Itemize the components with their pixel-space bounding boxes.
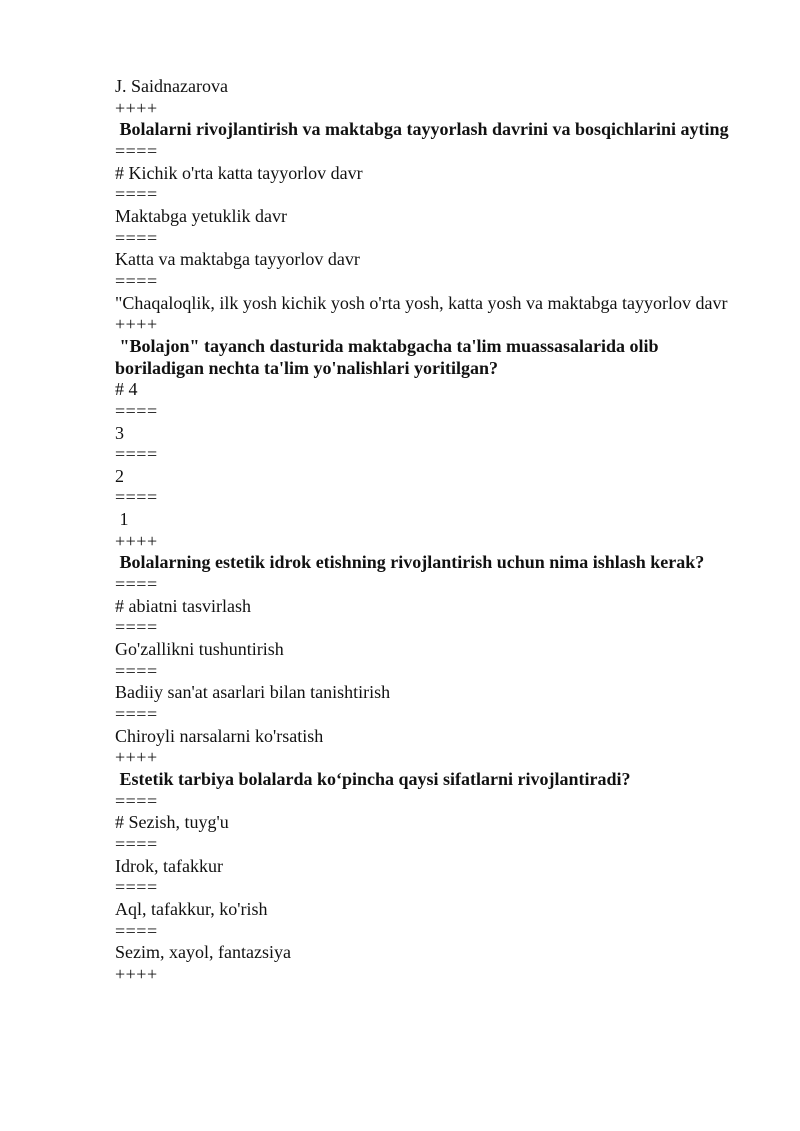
option-separator: ==== [115,270,158,291]
answer-option: # abiatni tasvirlash [115,595,251,616]
option-separator: ==== [115,574,158,595]
answer-option: Maktabga yetuklik davr [115,205,287,226]
answer-option: Badiiy san'at asarlari bilan tanishtirish [115,682,391,703]
block-separator: ++++ [115,747,158,768]
answer-option: # Kichik o'rta katta tayyorlov davr [115,162,363,183]
option-separator: ==== [115,227,158,248]
answer-option: # 4 [115,379,138,400]
option-separator: ==== [115,184,158,205]
answer-option: # Sezish, tuyg'u [115,812,229,833]
question-text: "Bolajon" tayanch dasturida maktabgacha ta'lim muassasalarida olib boriladigan nechta ta'lim yo'nalishlari yoritilgan? [115,335,664,378]
block-separator: ++++ [115,530,158,551]
option-separator: ==== [115,704,158,725]
option-separator: ==== [115,877,158,898]
option-separator: ==== [115,920,158,941]
option-separator: ==== [115,400,158,421]
option-separator: ==== [115,140,158,161]
option-separator: ==== [115,617,158,638]
block-separator: ++++ [115,963,158,984]
document-page [115,76,735,986]
option-separator: ==== [115,790,158,811]
answer-option: "Chaqaloqlik, ilk yosh kichik yosh o'rta yosh, katta yosh va maktabga tayyorlov davr [115,292,728,313]
answer-option: Sezim, xayol, fantazsiya [115,942,291,963]
author-name: J. Saidnazarova [115,76,228,96]
answer-option: 2 [115,465,124,486]
option-separator: ==== [115,487,158,508]
block-separator: ++++ [115,97,158,118]
question-text: Bolalarni rivojlantirish va maktabga tayyorlash davrini va bosqichlarini ayting [115,119,729,140]
block-separator: ++++ [115,314,158,335]
option-separator: ==== [115,660,158,681]
answer-option: Aql, tafakkur, ko'rish [115,898,268,919]
answer-option: Chiroyli narsalarni ko'rsatish [115,725,324,746]
question-text: Estetik tarbiya bolalarda ko‘pincha qaysi sifatlarni rivojlantiradi? [115,769,631,789]
answer-option: Go'zallikni tushuntirish [115,639,284,660]
answer-option: Idrok, tafakkur [115,855,223,876]
answer-option: Katta va maktabga tayyorlov davr [115,249,360,270]
answer-option: 1 [115,509,129,530]
question-text: Bolalarning estetik idrok etishning rivojlantirish uchun nima ishlash kerak? [115,552,705,573]
option-separator: ==== [115,833,158,854]
option-separator: ==== [115,444,158,465]
answer-option: 3 [115,422,124,443]
